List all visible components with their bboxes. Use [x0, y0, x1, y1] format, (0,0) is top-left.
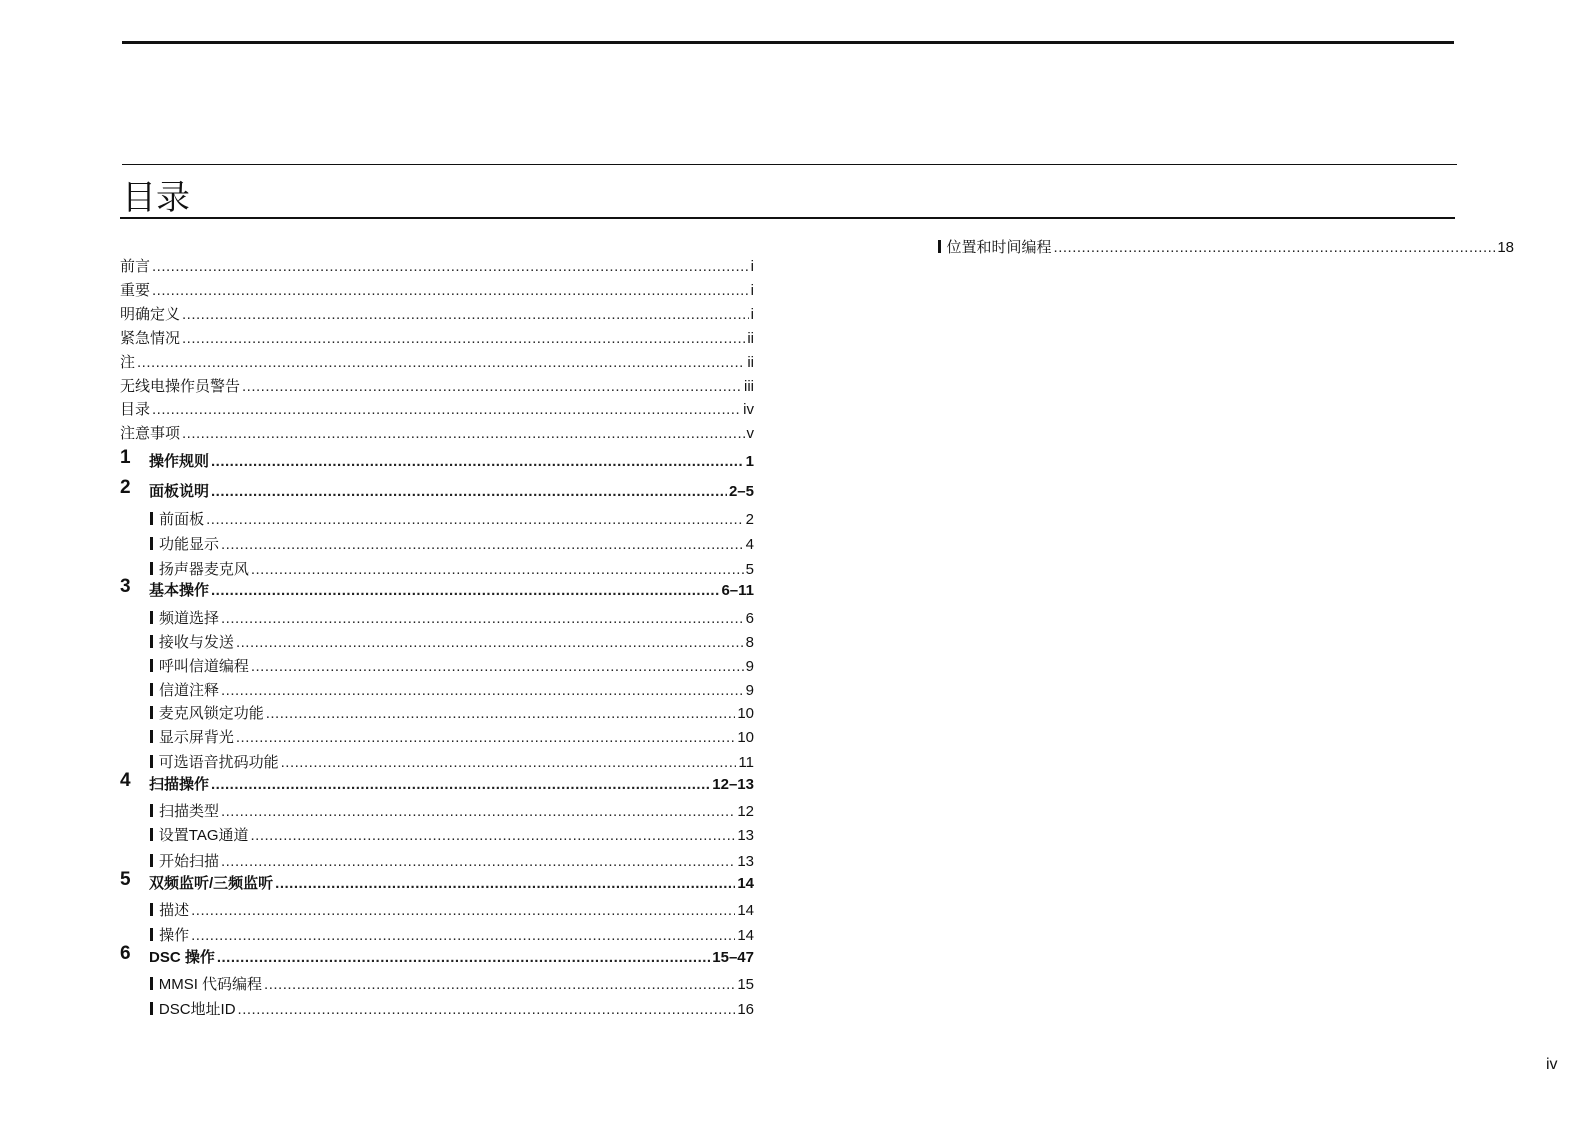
chapter-number: 1 [120, 447, 131, 468]
toc-entry-label: 重要 [120, 282, 151, 299]
toc-entry-label: 注意事项 [120, 425, 181, 442]
square-bullet-icon [150, 804, 153, 817]
toc-entry-page: 15–47 [712, 949, 754, 966]
toc-entry[interactable] [120, 869, 754, 893]
toc-entry-page: ii [747, 354, 754, 371]
toc-entry-page: 10 [737, 729, 754, 746]
dot-leader [182, 306, 749, 323]
toc-entry-label: 显示屏背光 [158, 729, 234, 746]
toc-entry[interactable] [120, 447, 754, 471]
square-bullet-icon [150, 730, 153, 743]
page-title: 目录 [122, 179, 190, 217]
dot-leader [152, 282, 749, 299]
square-bullet-icon [150, 635, 153, 648]
square-bullet-icon [150, 683, 153, 696]
toc-entry-page: 2 [745, 511, 754, 528]
toc-entry[interactable] [120, 303, 754, 324]
toc-entry-page: 14 [737, 875, 754, 892]
toc-entry[interactable] [120, 770, 754, 794]
toc-entry-label: 扬声器麦克风 [158, 561, 249, 578]
square-bullet-icon [150, 562, 153, 575]
toc-entry[interactable] [120, 800, 754, 821]
dot-leader [182, 330, 745, 347]
toc-entry-page: i [750, 282, 754, 299]
toc-entry[interactable] [120, 702, 754, 723]
chapter-number: 2 [120, 477, 131, 498]
toc-entry[interactable] [120, 398, 754, 419]
toc-entry[interactable] [120, 655, 754, 676]
page-number: iv [1546, 1056, 1558, 1073]
dot-leader [221, 853, 735, 870]
dot-leader [206, 511, 744, 528]
dot-leader [217, 949, 710, 966]
toc-entry[interactable] [120, 508, 754, 529]
dot-leader [152, 401, 741, 418]
square-bullet-icon [150, 537, 153, 550]
toc-entry-label: 目录 [120, 401, 151, 418]
chapter-number: 3 [120, 576, 131, 597]
square-bullet-icon [150, 659, 153, 672]
toc-entry-label: 操作规则 [149, 453, 210, 470]
toc-entry[interactable] [120, 422, 754, 443]
toc-entry-page: 12–13 [712, 776, 754, 793]
dot-leader [238, 1001, 736, 1018]
toc-entry-label: MMSI 代码编程 [158, 976, 263, 993]
dot-leader [251, 658, 744, 675]
dot-leader [191, 927, 735, 944]
dot-leader [211, 483, 727, 500]
toc-entry-label: 开始扫描 [158, 853, 219, 870]
toc-left-column [120, 0, 754, 1040]
toc-entry[interactable] [120, 279, 754, 300]
toc-entry-page: 2–5 [728, 483, 754, 500]
toc-entry[interactable] [120, 631, 754, 652]
toc-entry-page: 12 [737, 803, 754, 820]
toc-entry-page: 9 [745, 682, 754, 699]
toc-entry-label: 功能显示 [159, 536, 220, 553]
chapter-number: 5 [120, 869, 131, 890]
toc-entry[interactable] [120, 924, 754, 945]
dot-leader [221, 610, 744, 627]
dot-leader [191, 902, 735, 919]
toc-entry-label: 双频监听/三频监听 [149, 875, 274, 892]
dot-leader [221, 536, 744, 553]
square-bullet-icon [150, 706, 153, 719]
toc-entry-label: 紧急情况 [120, 330, 181, 347]
chapter-number: 6 [120, 943, 131, 964]
toc-entry-page: 14 [737, 927, 754, 944]
square-bullet-icon [150, 928, 153, 941]
toc-entry-page: v [746, 425, 754, 442]
square-bullet-icon [150, 977, 153, 990]
toc-entry-page: 5 [745, 561, 754, 578]
toc-entry[interactable] [120, 726, 754, 747]
toc-entry-page: 13 [737, 827, 754, 844]
toc-entry-label: 基本操作 [149, 582, 210, 599]
toc-entry-label: 信道注释 [159, 682, 220, 699]
toc-entry[interactable] [120, 607, 754, 628]
square-bullet-icon [150, 755, 153, 768]
toc-entry-page: 14 [737, 902, 754, 919]
toc-entry[interactable] [120, 973, 754, 994]
dot-leader [211, 776, 710, 793]
toc-entry-page: i [750, 306, 754, 323]
toc-entry[interactable] [120, 824, 754, 845]
dot-leader [236, 634, 744, 651]
toc-entry-label: 扫描类型 [158, 803, 219, 820]
toc-entry-label: 无线电操作员警告 [120, 378, 241, 395]
toc-entry-page: 10 [737, 705, 754, 722]
toc-entry-page: iii [744, 378, 754, 395]
toc-entry-page: i [750, 258, 754, 275]
toc-entry[interactable] [120, 477, 754, 501]
dot-leader [221, 803, 735, 820]
dot-leader [281, 754, 737, 771]
square-bullet-icon [150, 1002, 153, 1015]
toc-entry-label: 设置TAG通道 [158, 827, 249, 844]
toc-entry-label: 呼叫信道编程 [158, 658, 249, 675]
toc-entry-page: 1 [745, 453, 754, 470]
toc-entry[interactable] [908, 236, 1514, 257]
toc-entry[interactable] [120, 351, 754, 372]
dot-leader [152, 258, 749, 275]
dot-leader [1054, 239, 1496, 256]
square-bullet-icon [938, 240, 941, 253]
toc-entry[interactable] [120, 327, 754, 348]
square-bullet-icon [150, 611, 153, 624]
dot-leader [266, 705, 736, 722]
toc-entry[interactable] [120, 751, 754, 772]
toc-entry-page: 16 [737, 1001, 754, 1018]
toc-entry[interactable] [120, 576, 754, 600]
dot-leader [251, 827, 736, 844]
dot-leader [242, 378, 742, 395]
toc-entry[interactable] [120, 850, 754, 871]
square-bullet-icon [150, 854, 153, 867]
toc-entry-label: 描述 [159, 902, 190, 919]
dot-leader [275, 875, 735, 892]
toc-entry-page: 8 [745, 634, 754, 651]
toc-entry-label: 频道选择 [159, 610, 220, 627]
toc-entry-label: 注 [120, 354, 136, 371]
dot-leader [251, 561, 744, 578]
dot-leader [211, 582, 719, 599]
toc-entry-page: 18 [1497, 239, 1514, 256]
toc-entry[interactable] [120, 943, 754, 967]
dot-leader [211, 453, 744, 470]
chapter-number: 4 [120, 770, 131, 791]
toc-entry-label: 前言 [120, 258, 151, 275]
toc-entry[interactable] [120, 255, 754, 276]
toc-entry[interactable] [120, 998, 754, 1019]
toc-entry-label: 面板说明 [149, 483, 210, 500]
dot-leader [182, 425, 744, 442]
toc-entry-page: 13 [737, 853, 754, 870]
toc-entry-page: 6 [745, 610, 754, 627]
toc-entry-label: 可选语音扰码功能 [158, 754, 279, 771]
dot-leader [137, 354, 745, 371]
toc-entry[interactable] [120, 558, 754, 579]
toc-entry-page: 9 [745, 658, 754, 675]
toc-entry-label: 操作 [159, 927, 190, 944]
toc-entry-page: 4 [745, 536, 754, 553]
toc-entry-page: 11 [738, 754, 754, 771]
toc-entry-label: 接收与发送 [158, 634, 234, 651]
toc-entry-page: 6–11 [721, 582, 754, 599]
toc-entry-label: 位置和时间编程 [946, 239, 1052, 256]
square-bullet-icon [150, 512, 153, 525]
toc-entry[interactable] [120, 533, 754, 554]
toc-entry[interactable] [120, 679, 754, 700]
toc-entry[interactable] [120, 375, 754, 396]
dot-leader [264, 976, 735, 993]
toc-entry-label: 扫描操作 [149, 776, 210, 793]
dot-leader [221, 682, 744, 699]
dot-leader [236, 729, 735, 746]
toc-entry-page: ii [747, 330, 754, 347]
square-bullet-icon [150, 903, 153, 916]
toc-entry-page: 15 [737, 976, 754, 993]
toc-entry[interactable] [120, 899, 754, 920]
toc-entry-label: DSC地址ID [158, 1001, 236, 1018]
toc-entry-label: 麦克风锁定功能 [158, 705, 264, 722]
toc-right-column [908, 0, 1514, 300]
toc-entry-label: DSC 操作 [149, 949, 215, 966]
toc-entry-label: 前面板 [159, 511, 205, 528]
toc-entry-page: iv [743, 401, 754, 418]
square-bullet-icon [150, 828, 153, 841]
toc-entry-label: 明确定义 [120, 306, 181, 323]
